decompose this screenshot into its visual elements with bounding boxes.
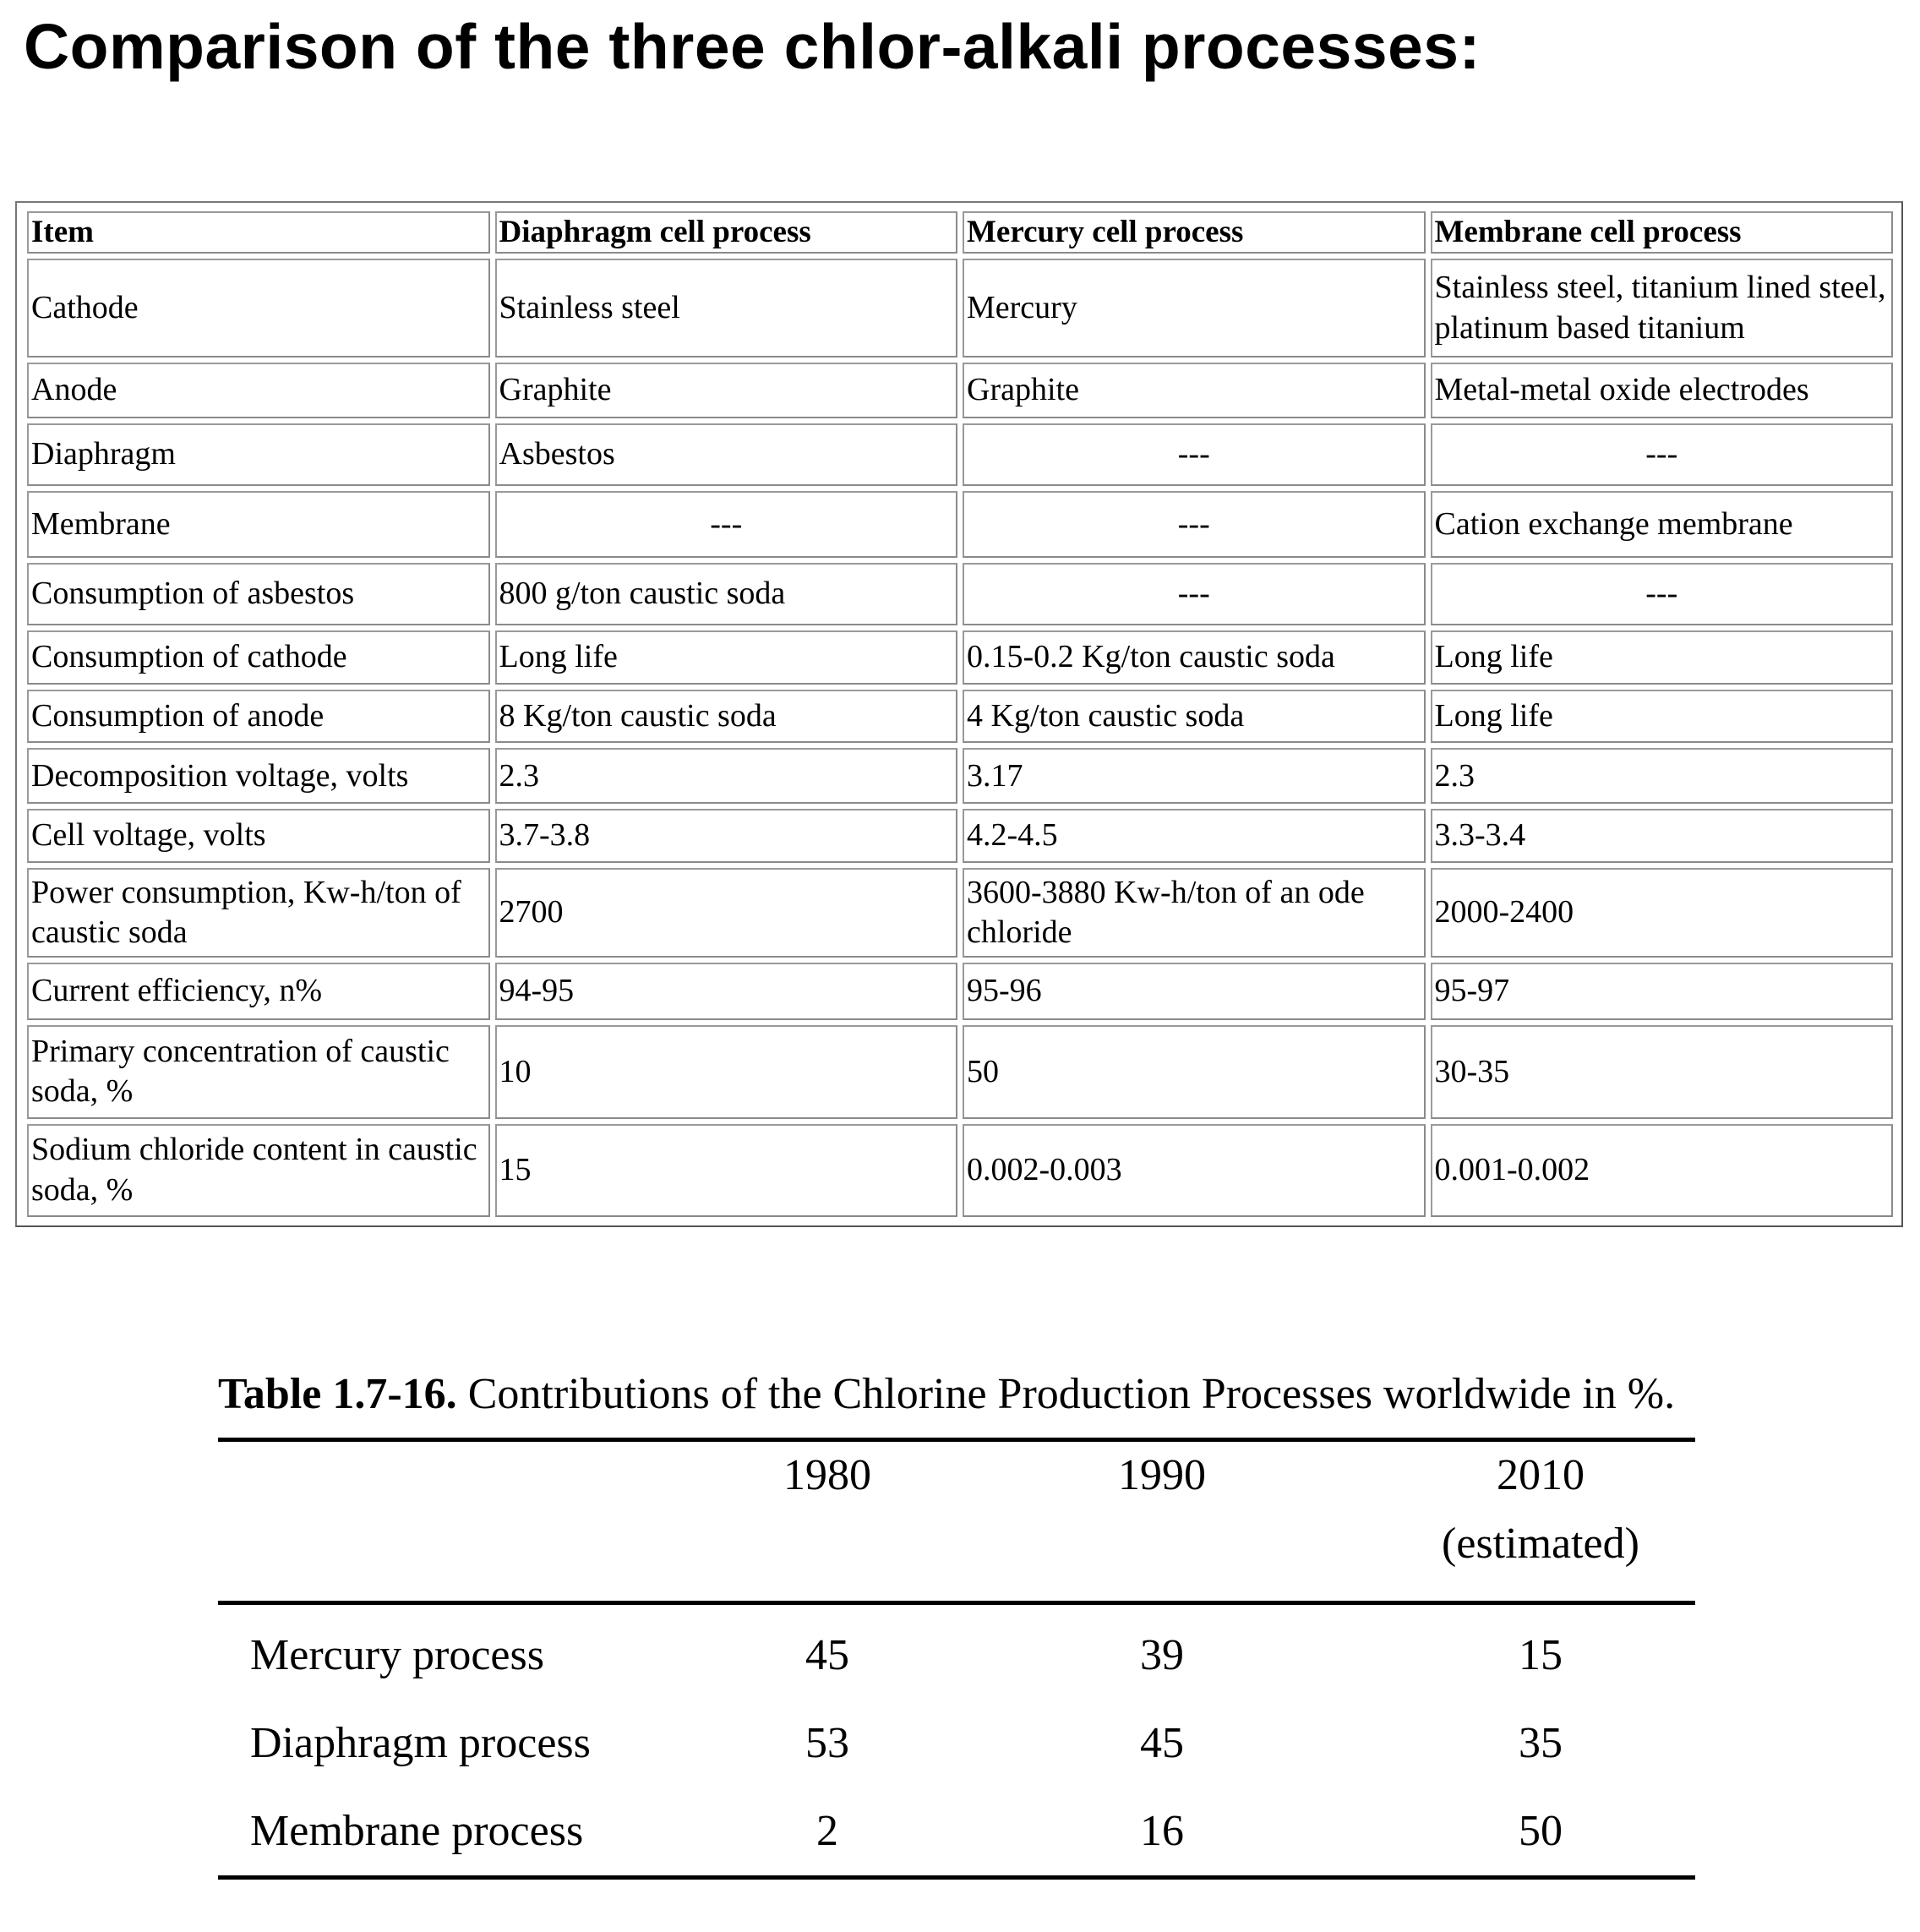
row-value-cell: Metal-metal oxide electrodes: [1431, 363, 1894, 418]
row-item-label: Decomposition voltage, volts: [27, 748, 490, 804]
row-value-cell: 95-96: [963, 963, 1426, 1020]
header-item: Item: [27, 211, 490, 254]
row-value-cell: 2700: [495, 868, 958, 958]
share-value: 39: [1140, 1631, 1184, 1680]
comparison-row: [27, 1025, 1893, 1118]
row-value-cell: Long life: [1431, 630, 1894, 685]
contribution-row: [218, 1700, 1695, 1787]
comparison-row: [27, 690, 1893, 744]
share-value: 45: [805, 1631, 849, 1680]
row-item-label: Cell voltage, volts: [27, 809, 490, 863]
row-item-label: Sodium chloride content in caustic soda, %: [27, 1124, 490, 1217]
row-value-cell: ---: [963, 423, 1426, 486]
row-value-cell: 3600-3880 Kw-h/ton of an ode chloride: [963, 868, 1426, 958]
process-label: Membrane process: [250, 1807, 584, 1856]
row-value-cell: 8 Kg/ton caustic soda: [495, 690, 958, 744]
header-diaphragm: Diaphragm cell process: [495, 211, 958, 254]
row-value-cell: 95-97: [1431, 963, 1894, 1020]
row-value-cell: 4 Kg/ton caustic soda: [963, 690, 1426, 744]
row-value-cell: 15: [495, 1124, 958, 1217]
row-item-label: Consumption of asbestos: [27, 563, 490, 625]
table-bottom-rule: [218, 1875, 1695, 1880]
row-value-cell: ---: [963, 491, 1426, 558]
row-value-cell: 30-35: [1431, 1025, 1894, 1118]
process-label: Mercury process: [250, 1631, 544, 1680]
header-year-1980: 1980: [783, 1451, 871, 1500]
comparison-row: [27, 1124, 1893, 1217]
share-value: 16: [1140, 1807, 1184, 1856]
row-value-cell: Stainless steel, titanium lined steel, platinum based titanium: [1431, 259, 1894, 357]
row-value-cell: ---: [495, 491, 958, 558]
year-2010-label: 2010: [1497, 1451, 1585, 1500]
comparison-table: [22, 206, 1898, 1222]
row-value-cell: 0.001-0.002: [1431, 1124, 1894, 1217]
header-year-2010: [1386, 1442, 1695, 1601]
row-item-label: Power consumption, Kw-h/ton of caustic soda: [27, 868, 490, 958]
comparison-table-frame: [15, 201, 1903, 1227]
contribution-table-body: [218, 1605, 1695, 1875]
row-value-cell: ---: [1431, 563, 1894, 625]
comparison-row: [27, 963, 1893, 1020]
share-value: 53: [805, 1719, 849, 1768]
comparison-header-row: [27, 211, 1893, 254]
share-value: 50: [1519, 1807, 1563, 1856]
row-value-cell: Long life: [1431, 690, 1894, 744]
comparison-row: [27, 563, 1893, 625]
row-value-cell: Cation exchange membrane: [1431, 491, 1894, 558]
process-label: Diaphragm process: [250, 1719, 591, 1768]
comparison-row: [27, 259, 1893, 357]
row-value-cell: 4.2-4.5: [963, 809, 1426, 863]
share-value: 2: [816, 1807, 838, 1856]
estimated-note: (estimated): [1442, 1520, 1639, 1569]
row-value-cell: ---: [1431, 423, 1894, 486]
row-value-cell: 2.3: [495, 748, 958, 804]
row-value-cell: 0.002-0.003: [963, 1124, 1426, 1217]
share-value: 35: [1519, 1719, 1563, 1768]
row-value-cell: ---: [963, 563, 1426, 625]
row-item-label: Primary concentration of caustic soda, %: [27, 1025, 490, 1118]
header-mercury: Mercury cell process: [963, 211, 1426, 254]
row-item-label: Consumption of cathode: [27, 630, 490, 685]
row-value-cell: Graphite: [963, 363, 1426, 418]
row-value-cell: Graphite: [495, 363, 958, 418]
row-value-cell: 3.17: [963, 748, 1426, 804]
share-value: 45: [1140, 1719, 1184, 1768]
comparison-row: [27, 491, 1893, 558]
contribution-row: [218, 1605, 1695, 1700]
header-membrane: Membrane cell process: [1431, 211, 1894, 254]
contribution-header-row: [218, 1442, 1695, 1601]
page-title: Comparison of the three chlor-alkali processes:: [24, 11, 1481, 82]
contribution-row: [218, 1787, 1695, 1875]
row-item-label: Cathode: [27, 259, 490, 357]
row-item-label: Consumption of anode: [27, 690, 490, 744]
comparison-row: [27, 748, 1893, 804]
caption-label: Table 1.7-16.: [218, 1370, 457, 1418]
caption-text: Contributions of the Chlorine Production Processes worldwide in %.: [456, 1370, 1676, 1418]
row-value-cell: 94-95: [495, 963, 958, 1020]
contribution-table-head: [218, 1442, 1695, 1601]
row-item-label: Diaphragm: [27, 423, 490, 486]
comparison-row: [27, 630, 1893, 685]
contribution-body: [218, 1605, 1695, 1875]
row-value-cell: Asbestos: [495, 423, 958, 486]
row-value-cell: Mercury: [963, 259, 1426, 357]
row-item-label: Anode: [27, 363, 490, 418]
comparison-row: [27, 868, 1893, 958]
row-value-cell: 2.3: [1431, 748, 1894, 804]
contribution-section: [218, 1367, 1695, 1880]
share-value: 15: [1519, 1631, 1563, 1680]
row-value-cell: 3.3-3.4: [1431, 809, 1894, 863]
contribution-caption: [218, 1367, 1695, 1421]
row-value-cell: 2000-2400: [1431, 868, 1894, 958]
comparison-body: [27, 259, 1893, 1217]
row-item-label: Membrane: [27, 491, 490, 558]
row-value-cell: Stainless steel: [495, 259, 958, 357]
row-value-cell: 800 g/ton caustic soda: [495, 563, 958, 625]
row-item-label: Current efficiency, n%: [27, 963, 490, 1020]
comparison-row: [27, 809, 1893, 863]
row-value-cell: 0.15-0.2 Kg/ton caustic soda: [963, 630, 1426, 685]
header-blank: [218, 1442, 717, 1601]
comparison-row: [27, 363, 1893, 418]
row-value-cell: 50: [963, 1025, 1426, 1118]
row-value-cell: 10: [495, 1025, 958, 1118]
row-value-cell: Long life: [495, 630, 958, 685]
row-value-cell: 3.7-3.8: [495, 809, 958, 863]
header-year-1990: 1990: [1118, 1451, 1206, 1500]
comparison-row: [27, 423, 1893, 486]
